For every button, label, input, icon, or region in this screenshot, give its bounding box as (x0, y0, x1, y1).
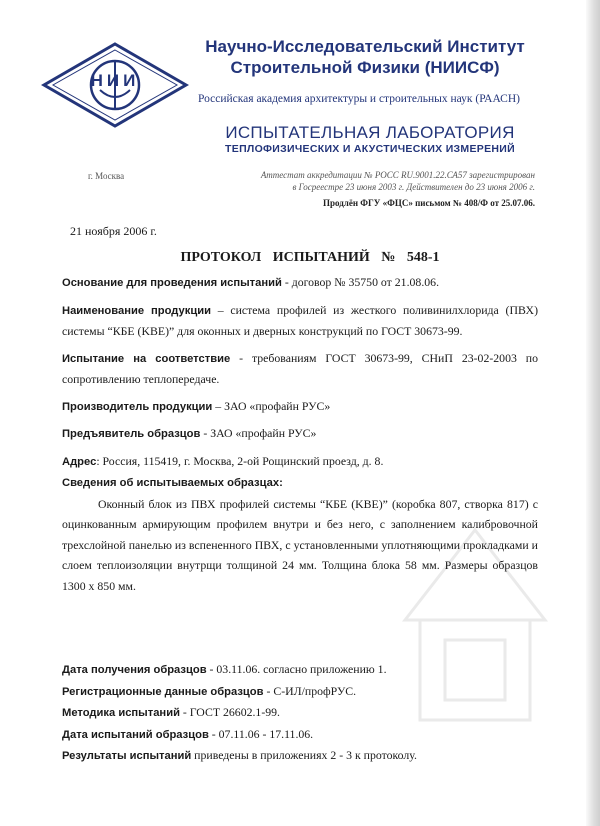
scan-edge-shadow (586, 0, 600, 826)
manufacturer-value: – ЗАО «профайн РУС» (212, 398, 331, 413)
submitter-value: - ЗАО «профайн РУС» (200, 426, 317, 440)
received-value: - 03.11.06. согласно приложению 1. (206, 662, 387, 676)
received-row (62, 659, 538, 681)
samples-row (62, 472, 538, 494)
results-row (62, 745, 538, 767)
sample-info (62, 659, 538, 767)
niisf-logo-icon (40, 40, 190, 130)
accreditation-line1: Аттестат аккредитации № РОСС RU.9001.22.СА57 зарегистрирован (260, 170, 535, 180)
lab-header (205, 123, 535, 155)
document-date: 21 ноября 2006 г. (70, 224, 157, 238)
submitter-row (62, 423, 538, 445)
method-row (62, 702, 538, 724)
submitter-label: Предъявитель образцов (62, 428, 201, 440)
accreditation-extended: Продлён ФГУ «ФЦС» письмом № 408/Ф от 25.07.06. (323, 198, 535, 208)
basis-value: - договор № 35750 от 21.08.06. (281, 275, 440, 289)
product-label: Наименование продукции (62, 304, 211, 317)
accreditation-line2: в Госреестре 23 июня 2003 г. Действителен до 23 июня 2006 г. (292, 182, 535, 192)
results-value: приведены в приложениях 2 - 3 к протоколу. (191, 748, 417, 762)
registration-row (62, 681, 538, 703)
accreditation (220, 169, 535, 193)
manufacturer-label: Производитель продукции (62, 400, 213, 413)
address-value: : Россия, 115419, г. Москва, 2-ой Рощинский проезд, д. 8. (96, 453, 384, 468)
product-row (62, 300, 538, 342)
institute-title-line1: Научно-Исследовательский Институт (205, 37, 525, 56)
method-value: - ГОСТ 26602.1-99. (179, 705, 281, 719)
academy-name: Российская академия архитектуры и строительных наук (РААСН) (198, 93, 520, 105)
registration-value: - С-ИЛ/профРУС. (263, 683, 357, 698)
product-value: – система профилей из жесткого поливинилхлорида (ПВХ) системы “КБЕ (KBE)” для оконных и дверных конструкций по ГОСТ 30673-99. (62, 302, 538, 338)
basis-label: Основание для проведения испытаний (62, 277, 282, 289)
results-label: Результаты испытаний (62, 750, 192, 762)
logo-letters: НИИ (90, 71, 140, 90)
lab-title: ИСПЫТАТЕЛЬНАЯ ЛАБОРАТОРИЯ (225, 123, 515, 142)
method-label: Методика испытаний (62, 707, 180, 719)
test-dates-row (62, 724, 538, 746)
conformity-value: - требованиям ГОСТ 30673-99, СНиП 23-02-2003 по сопротивлению теплопередаче. (62, 350, 539, 386)
manufacturer-row (62, 396, 538, 418)
test-dates-label: Дата испытаний образцов (62, 728, 209, 741)
institute-title (190, 36, 540, 78)
address-row (62, 451, 538, 473)
test-dates-value: - 07.11.06 - 17.11.06. (208, 726, 314, 741)
address-label: Адрес (62, 455, 97, 468)
received-label: Дата получения образцов (62, 664, 207, 676)
samples-description: Оконный блок из ПВХ профилей системы “КБЕ (KBE)” (коробка 807, створка 817) с оцинкованным армирующим профилем внутри и без него, с заполнением калибровочной трехслойной панелью из вспененного ПВХ, с установленными уплотняющими прокладками и слоем теплоизоляции внутрщи толщиной 24 мм. Толщина блока 58 мм. Размеры образцов 1300 х 850 мм. (62, 496, 538, 593)
institute-title-line2: Строительной Физики (НИИСФ) (230, 58, 500, 77)
city: г. Москва (88, 171, 125, 181)
registration-label: Регистрационные данные образцов (62, 685, 264, 698)
conformity-row (62, 348, 538, 390)
conformity-label: Испытание на соответствие (62, 352, 231, 365)
basis-row (62, 272, 538, 294)
protocol-title: ПРОТОКОЛ ИСПЫТАНИЙ № 548-1 (180, 250, 440, 265)
lab-subtitle: ТЕПЛОФИЗИЧЕСКИХ И АКУСТИЧЕСКИХ ИЗМЕРЕНИЙ (225, 143, 515, 155)
samples-label: Сведения об испытываемых образцах: (62, 477, 283, 489)
